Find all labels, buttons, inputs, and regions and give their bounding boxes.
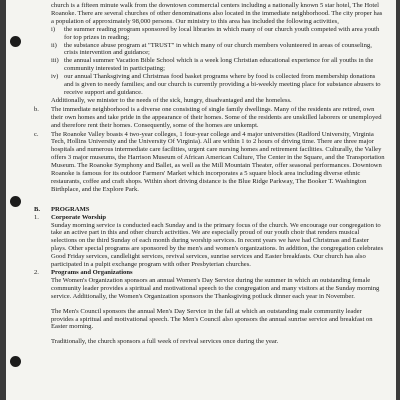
binder-hole-top [10, 36, 21, 47]
item-b-text: The immediate neighborhood is a diverse one consisting of single family dwellings. Many of the residents are retired, own their own homes and take pride in the appearance of their homes. Some of the residents are unskilled laborers or unemployed and therefore rent their homes. Consequently, some of the homes are unkempt. [51, 105, 382, 129]
intro-paragraph: church is a fifteen minute walk from the downtown commercial centers including a nationally known 5 star hotel, The Hotel Roanoke. There are several churches of other denominations also located in the immediate neighborhood. The city proper has a population of approximately 98,000 persons. Our ministry to this area has included the following activities, [51, 2, 383, 25]
paragraph-gap [51, 331, 386, 338]
program-title: Programs and Organizations [51, 269, 133, 276]
item-b-letter: b. [34, 105, 39, 113]
activity-number: iv) [51, 73, 59, 81]
activity-number: iii) [51, 57, 59, 65]
item-b [34, 106, 386, 130]
program-number: 2. [34, 269, 39, 276]
document-body [34, 2, 386, 346]
activity-text: our annual Thanksgiving and Christmas food basket programs where by food is collected from membership donations and is given to needy families; and our church is currently providing a bi-weekly meeting place for substance abusers to receive support and guidance. [64, 73, 381, 96]
activity-text: the annual summer Vacation Bible School which is a week long Christian educational experience for all youths in the community interested in participating; [64, 57, 374, 73]
program-organizations [34, 269, 386, 346]
mens-council-text: The Men's Council sponsors the annual Men's Day Service in the fall at which an outstanding male community leader provides a spiritual and motivational speech. The Men's Council also sponsors the annual sunrise service and breakfast on Easter morning. [51, 307, 373, 331]
revival-text: Traditionally, the church sponsors a full week of revival services once during the year. [51, 338, 279, 346]
item-c-letter: c. [34, 130, 39, 138]
binder-hole-bottom [10, 356, 21, 367]
activity-number: ii) [51, 41, 57, 49]
program-number: 1. [34, 213, 39, 221]
program-text: Sunday morning service is conducted each Sunday and is the primary focus of the church. We encourage our congregation to take an active part in this and other church activities. We are especially proud of our youth choir that renders musical selections on the third Sunday of each month during worship services. In recent years we have had Christmas and Easter plays. Other special programs are sponsored by the men's and women's organizations. In addition, the congregation celebrates Good Friday services, candlelight services, revival services, sunrise services and Easter breakfasts. Our church has also participated in a pulpit exchange program with other Presbyterian churches. [51, 221, 384, 269]
item-c [34, 131, 386, 194]
womens-organization-text: The Women's Organization sponsors an annual Women's Day Service during the summer in which an outstanding female community leader provides a spiritual and motivational speech to the congregation and many visitors at the Sunday morning service. Additionally, the Women's Organization sponsors the Thanksgiving potluck dinner each year in November. [51, 276, 380, 300]
activity-item [51, 42, 386, 58]
activity-text: the substance abuse program at "TRUST" in which many of our church members volunteered in areas of counseling, crisis intervention and guidance; [64, 41, 372, 57]
program-title: Corporate Worship [51, 213, 107, 221]
activity-item [51, 57, 386, 73]
activity-item [51, 26, 386, 42]
document-page [6, 0, 396, 400]
item-c-text: The Roanoke Valley boasts 4 two-year colleges, 1 four-year college and 4 major universities (Radford University, Virginia Tech, Hollins University and the University Of Virginia). All are within 1 to 2 hours of driving time. There are three major hospitals and numerous intermediate care facilities, urgent care nursing homes and retirement facilities. Culturally, the Valley offers 3 major museums, the Harrison Museum of African American Culture, The Center in the Square, and the Transportation Museum. The Roanoke Symphony and Ballet, as well as the Mill Mountain Theater, offer seasonal performances. Downtown Roanoke is famous for its outdoor Farmers' Market which incorporates a 5 square block area including diverse ethnic restaurants, coffee and craft shops. Within short driving distance is the Blue Ridge Parkway, The Booker T. Washington Birthplace, and the Explore Park. [51, 130, 385, 193]
additionally-paragraph: Additionally, we minister to the needs of the sick, hungry, disadvantaged and the homeless. [51, 96, 292, 104]
paragraph-gap [51, 301, 386, 308]
section-heading-programs [34, 206, 386, 214]
program-corporate-worship [34, 214, 386, 269]
section-title: PROGRAMS [51, 205, 90, 213]
section-number: B. [34, 205, 41, 213]
binder-hole-middle [10, 196, 21, 207]
activity-item [51, 73, 386, 97]
activities-list [51, 26, 386, 97]
activity-text: the summer reading program sponsored by local libraries in which many of our church youth competed with area youth for top prizes in reading; [64, 25, 380, 41]
activity-number: i) [51, 25, 56, 33]
